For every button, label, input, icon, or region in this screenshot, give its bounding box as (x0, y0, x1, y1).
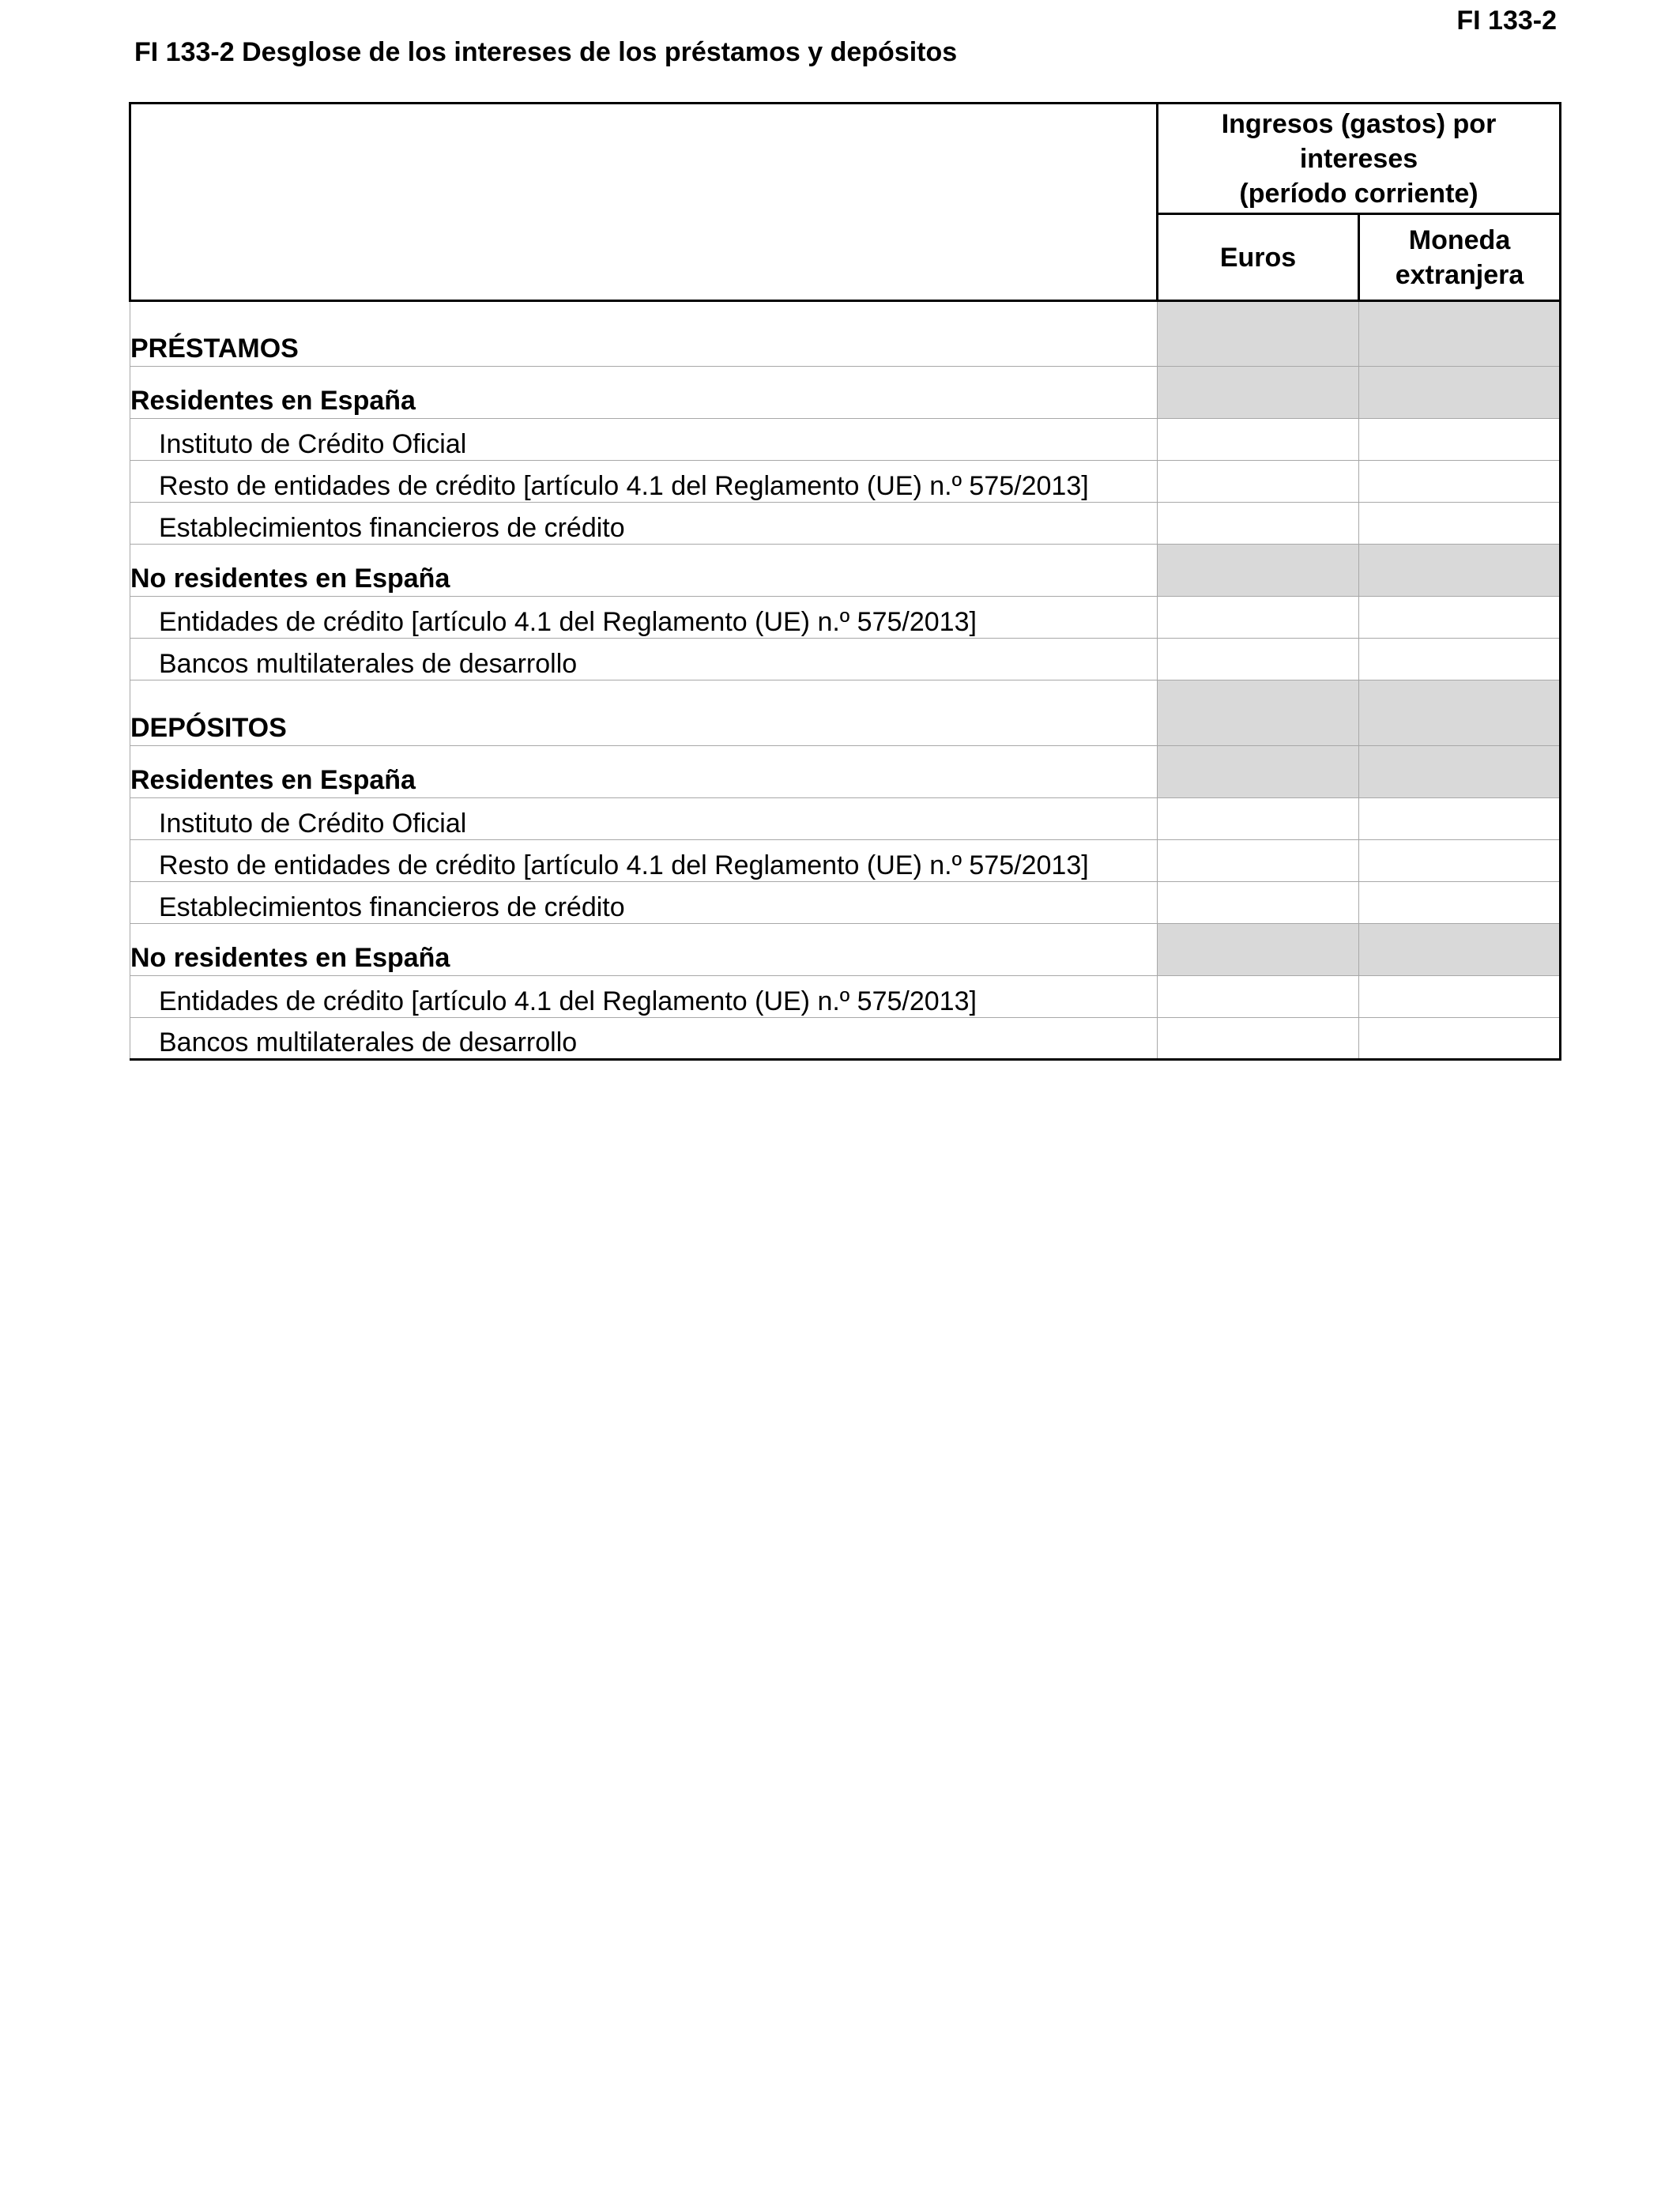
cell-foreign-currency[interactable] (1359, 882, 1561, 924)
cell-euros[interactable] (1158, 882, 1359, 924)
group-label: No residentes en España (130, 924, 1158, 976)
cell-euros[interactable] (1158, 419, 1359, 461)
row-label: Establecimientos financieros de crédito (130, 503, 1158, 545)
header-interest-group (1158, 104, 1561, 214)
group-row (130, 367, 1561, 419)
group-label: Residentes en España (130, 367, 1158, 419)
row-label: Instituto de Crédito Oficial (130, 798, 1158, 840)
header-group-line: (período corriente) (1239, 178, 1478, 209)
cell-euros[interactable] (1158, 639, 1359, 680)
table-row (130, 503, 1561, 545)
group-row (130, 746, 1561, 798)
cell-foreign-currency[interactable] (1359, 840, 1561, 882)
row-label: Bancos multilaterales de desarrollo (130, 639, 1158, 680)
section-label: PRÉSTAMOS (130, 301, 1158, 367)
cell-euros[interactable] (1158, 503, 1359, 545)
table-row (130, 798, 1561, 840)
header-blank-cell (130, 104, 1158, 301)
section-label: DEPÓSITOS (130, 680, 1158, 746)
section-row (130, 301, 1561, 367)
table-row (130, 639, 1561, 680)
row-label: Establecimientos financieros de crédito (130, 882, 1158, 924)
cell-foreign-currency[interactable] (1359, 503, 1561, 545)
cell-euros[interactable] (1158, 461, 1359, 503)
shaded-cell-foreign (1359, 367, 1561, 419)
table-body (130, 301, 1561, 1060)
shaded-cell-foreign (1359, 924, 1561, 976)
cell-euros[interactable] (1158, 798, 1359, 840)
header-foreign-currency (1359, 214, 1561, 301)
row-label: Resto de entidades de crédito [artículo 4.1 del Reglamento (UE) n.º 575/2013] (130, 461, 1158, 503)
group-row (130, 924, 1561, 976)
header-group-line: Ingresos (gastos) por (1221, 108, 1497, 139)
row-label: Bancos multilaterales de desarrollo (130, 1018, 1158, 1060)
cell-euros[interactable] (1158, 1018, 1359, 1060)
table-row (130, 1018, 1561, 1060)
cell-foreign-currency[interactable] (1359, 639, 1561, 680)
cell-foreign-currency[interactable] (1359, 461, 1561, 503)
table-row (130, 976, 1561, 1018)
cell-euros[interactable] (1158, 976, 1359, 1018)
section-row (130, 680, 1561, 746)
header-euros (1158, 214, 1359, 301)
table-row (130, 882, 1561, 924)
cell-foreign-currency[interactable] (1359, 419, 1561, 461)
table-row (130, 840, 1561, 882)
shaded-cell-foreign (1359, 680, 1561, 746)
shaded-cell-foreign (1359, 746, 1561, 798)
shaded-cell-euros (1158, 301, 1359, 367)
shaded-cell-euros (1158, 545, 1359, 597)
shaded-cell-euros (1158, 746, 1359, 798)
form-code: FI 133-2 (1456, 6, 1557, 36)
cell-foreign-currency[interactable] (1359, 597, 1561, 639)
cell-foreign-currency[interactable] (1359, 798, 1561, 840)
table-row (130, 461, 1561, 503)
cell-euros[interactable] (1158, 840, 1359, 882)
group-label: Residentes en España (130, 746, 1158, 798)
table-row (130, 419, 1561, 461)
interest-breakdown-table (129, 102, 1561, 1061)
shaded-cell-euros (1158, 367, 1359, 419)
row-label: Entidades de crédito [artículo 4.1 del Reglamento (UE) n.º 575/2013] (130, 976, 1158, 1018)
shaded-cell-foreign (1359, 301, 1561, 367)
row-label: Resto de entidades de crédito [artículo 4.1 del Reglamento (UE) n.º 575/2013] (130, 840, 1158, 882)
shaded-cell-euros (1158, 924, 1359, 976)
header-group-line: intereses (1299, 143, 1418, 174)
row-label: Instituto de Crédito Oficial (130, 419, 1158, 461)
header-foreign-line: extranjera (1395, 259, 1524, 290)
header-foreign-line: Moneda (1408, 224, 1511, 255)
shaded-cell-foreign (1359, 545, 1561, 597)
cell-foreign-currency[interactable] (1359, 976, 1561, 1018)
table-row (130, 597, 1561, 639)
group-label: No residentes en España (130, 545, 1158, 597)
shaded-cell-euros (1158, 680, 1359, 746)
cell-foreign-currency[interactable] (1359, 1018, 1561, 1060)
header-euros-label: Euros (1219, 242, 1297, 273)
cell-euros[interactable] (1158, 597, 1359, 639)
group-row (130, 545, 1561, 597)
row-label: Entidades de crédito [artículo 4.1 del Reglamento (UE) n.º 575/2013] (130, 597, 1158, 639)
form-title: FI 133-2 Desglose de los intereses de los préstamos y depósitos (134, 37, 958, 67)
